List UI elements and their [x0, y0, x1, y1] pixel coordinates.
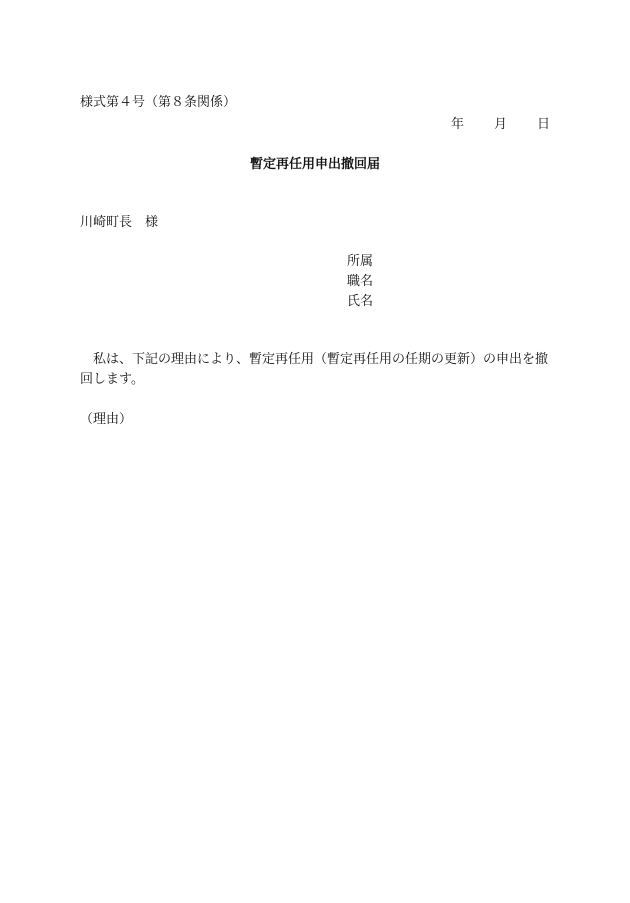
- date-line: [400, 115, 550, 135]
- addressee: 川崎町長 様: [80, 215, 159, 230]
- document-title: 暫定再任用申出撤回届: [249, 157, 380, 172]
- applicant-affiliation-label: 所属: [347, 254, 374, 269]
- body-text: 私は、下記の理由により、暫定再任用（暫定再任用の任期の更新）の申出を撤回します。: [80, 352, 549, 387]
- form-number: 様式第４号（第８条関係）: [80, 95, 237, 110]
- applicant-block: [347, 252, 373, 312]
- date-year-label: 年: [450, 117, 464, 132]
- date-day-label: 日: [536, 117, 550, 132]
- applicant-name-label: 氏名: [347, 294, 374, 309]
- date-month-label: 月: [493, 117, 507, 132]
- reason-label: （理由）: [80, 412, 133, 427]
- applicant-position-label: 職名: [347, 274, 374, 289]
